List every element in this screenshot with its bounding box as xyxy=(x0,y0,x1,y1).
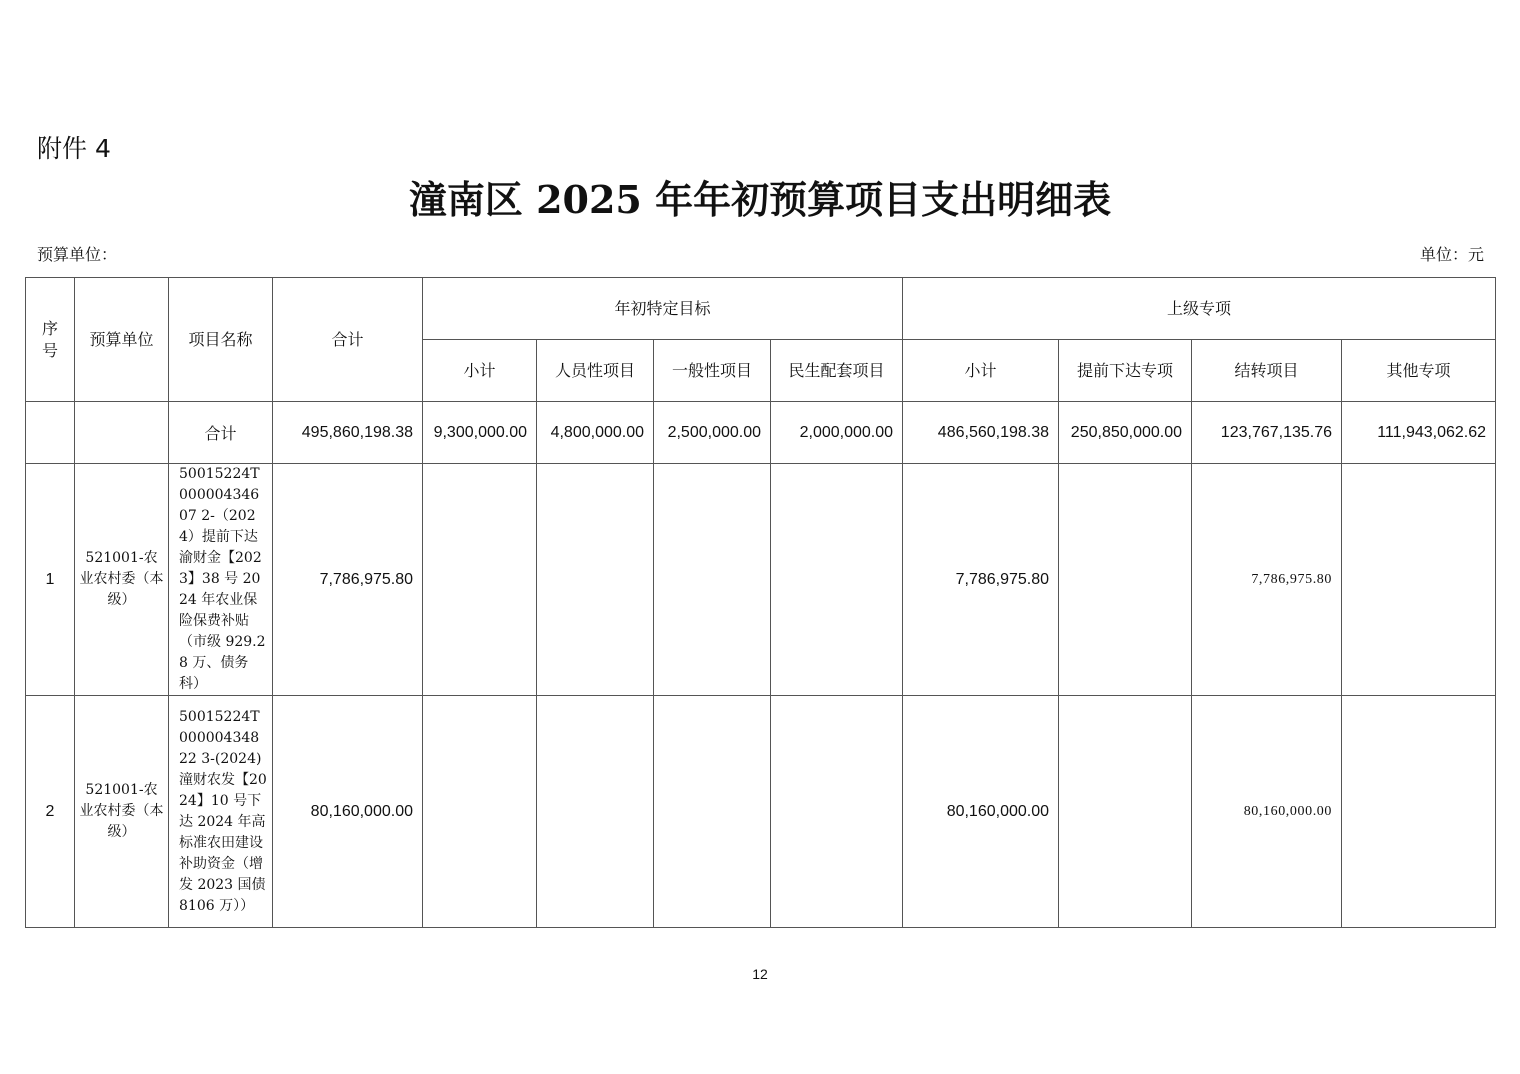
budget-table xyxy=(25,277,1496,928)
attachment-label: 附件 4 xyxy=(37,134,111,163)
header-group-targets: 年初特定目标 xyxy=(423,278,903,340)
total-row-advance-special: 250,850,000.00 xyxy=(1059,402,1192,464)
total-row xyxy=(26,402,1496,464)
total-row-unit xyxy=(75,402,169,464)
header-general-items: 一般性项目 xyxy=(654,340,771,402)
header-personnel-items: 人员性项目 xyxy=(537,340,654,402)
row-targets-subtotal xyxy=(423,464,537,696)
total-row-personnel-items: 4,800,000.00 xyxy=(537,402,654,464)
row-advance-special xyxy=(1059,696,1192,928)
row-personnel-items xyxy=(537,696,654,928)
budget-unit-label: 预算单位： xyxy=(37,245,118,264)
header-carryover-items: 结转项目 xyxy=(1192,340,1342,402)
row-general-items xyxy=(654,464,771,696)
total-row-general-items: 2,500,000.00 xyxy=(654,402,771,464)
header-project-name: 项目名称 xyxy=(169,278,273,402)
row-project-name: 50015224T00000434822 3-(2024)潼财农发【2024】10 号下达 2024 年高标准农田建设补助资金（增发 2023 国债 8106 万）） xyxy=(169,696,273,928)
row-total: 80,160,000.00 xyxy=(273,696,423,928)
row-general-items xyxy=(654,696,771,928)
row-seq: 1 xyxy=(26,464,75,696)
header-livelihood-items: 民生配套项目 xyxy=(771,340,903,402)
row-livelihood-items xyxy=(771,696,903,928)
table-row xyxy=(26,696,1496,928)
row-budget-unit: 521001-农业农村委（本级） xyxy=(75,464,169,696)
total-row-carryover-items: 123,767,135.76 xyxy=(1192,402,1342,464)
total-row-seq xyxy=(26,402,75,464)
total-row-label: 合计 xyxy=(169,402,273,464)
row-seq: 2 xyxy=(26,696,75,928)
header-group-superior: 上级专项 xyxy=(903,278,1496,340)
row-other-special xyxy=(1342,696,1496,928)
row-budget-unit: 521001-农业农村委（本级） xyxy=(75,696,169,928)
row-livelihood-items xyxy=(771,464,903,696)
header-budget-unit: 预算单位 xyxy=(75,278,169,402)
row-superior-subtotal: 80,160,000.00 xyxy=(903,696,1059,928)
total-row-targets-subtotal: 9,300,000.00 xyxy=(423,402,537,464)
total-row-other-special: 111,943,062.62 xyxy=(1342,402,1496,464)
total-row-livelihood-items: 2,000,000.00 xyxy=(771,402,903,464)
row-total: 7,786,975.80 xyxy=(273,464,423,696)
row-targets-subtotal xyxy=(423,696,537,928)
total-row-superior-subtotal: 486,560,198.38 xyxy=(903,402,1059,464)
header-superior-subtotal: 小计 xyxy=(903,340,1059,402)
header-advance-special: 提前下达专项 xyxy=(1059,340,1192,402)
header-targets-subtotal: 小计 xyxy=(423,340,537,402)
total-row-total: 495,860,198.38 xyxy=(273,402,423,464)
header-other-special: 其他专项 xyxy=(1342,340,1496,402)
row-project-name: 50015224T00000434607 2-（2024）提前下达渝财金【2023】38 号 2024 年农业保险保费补贴（市级 929.28 万、债务科） xyxy=(169,464,273,696)
row-carryover-items: 80,160,000.00 xyxy=(1192,696,1342,928)
row-advance-special xyxy=(1059,464,1192,696)
currency-unit-label: 单位：元 xyxy=(1419,245,1484,264)
table-row xyxy=(26,464,1496,696)
row-carryover-items: 7,786,975.80 xyxy=(1192,464,1342,696)
header-seq: 序号 xyxy=(26,278,75,402)
row-other-special xyxy=(1342,464,1496,696)
row-personnel-items xyxy=(537,464,654,696)
page-title: 潼南区 2025 年年初预算项目支出明细表 xyxy=(408,177,1112,222)
row-superior-subtotal: 7,786,975.80 xyxy=(903,464,1059,696)
page-number: 12 xyxy=(752,966,768,982)
header-row-1 xyxy=(26,278,1496,340)
header-total: 合计 xyxy=(273,278,423,402)
